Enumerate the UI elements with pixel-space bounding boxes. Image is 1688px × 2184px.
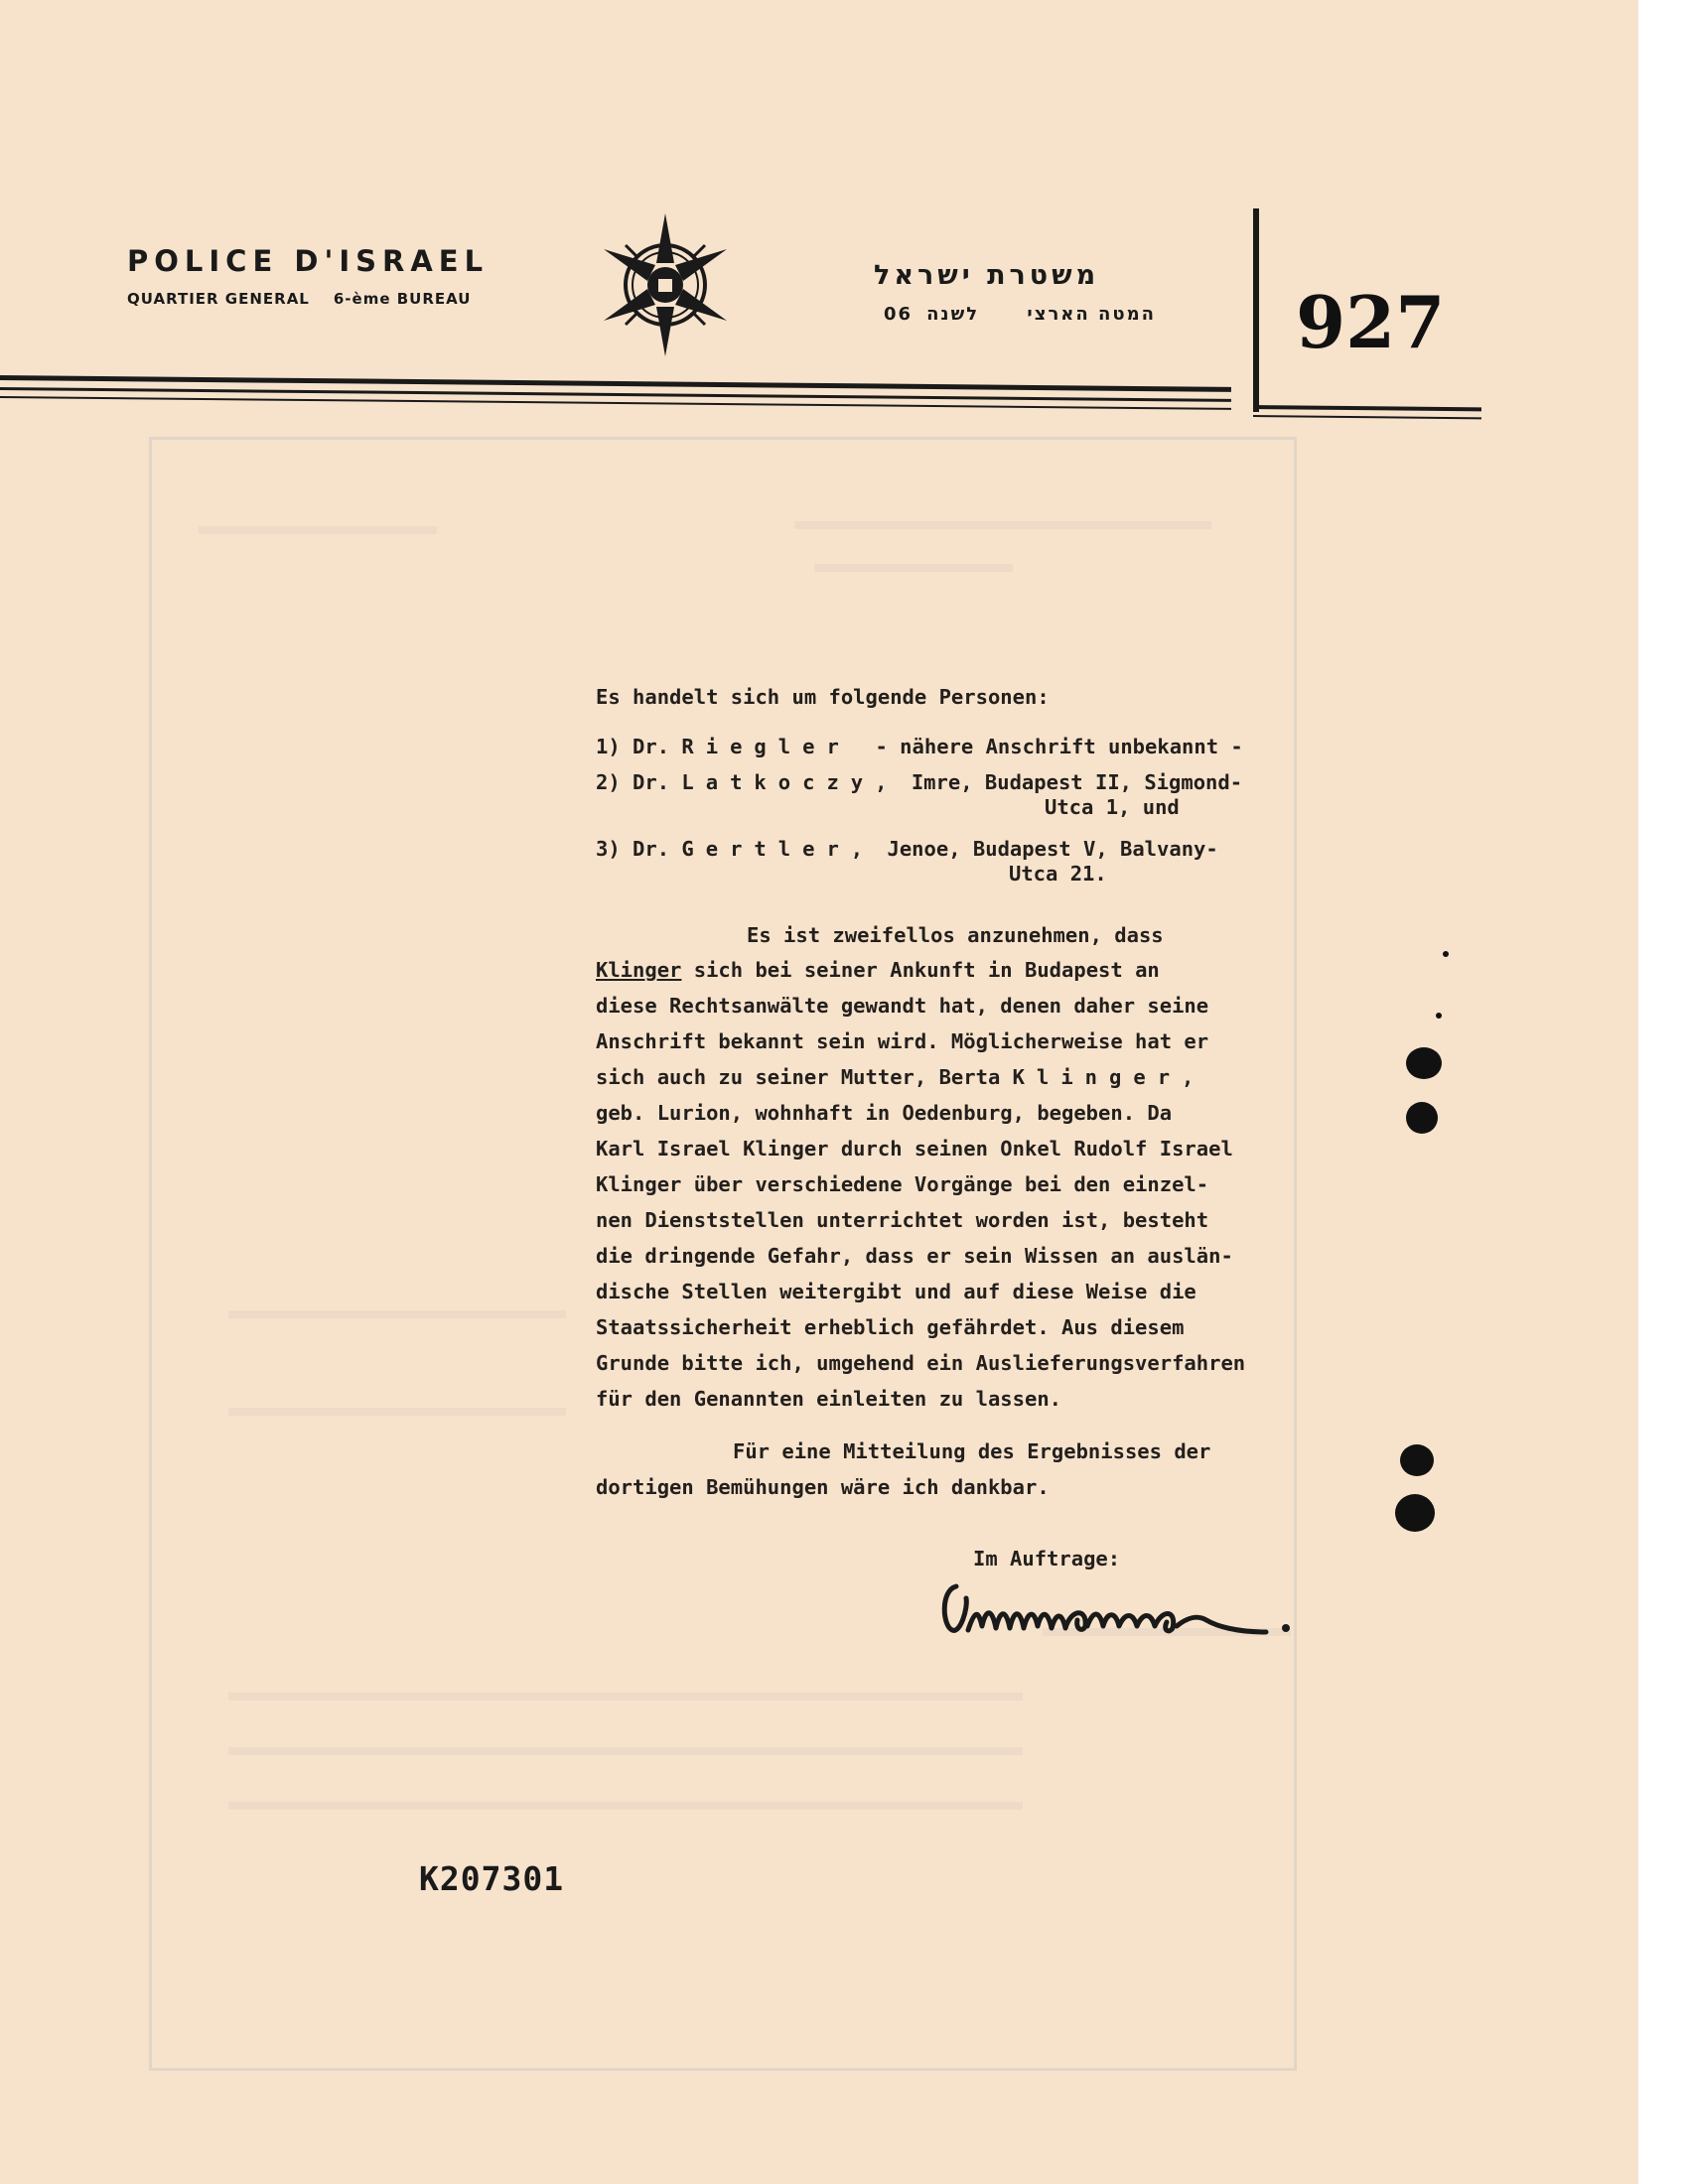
letterhead-rule <box>1253 415 1481 419</box>
ink-speck <box>1443 951 1449 957</box>
letter-intro: Es handelt sich um folgende Personen: <box>596 685 1050 709</box>
person-surname: Gertler, <box>681 837 876 861</box>
punch-hole-mark <box>1395 1494 1435 1532</box>
paragraph-line: Karl Israel Klinger durch seinen Onkel Rudolf Israel <box>596 1137 1233 1160</box>
person-number: 1) <box>596 735 621 758</box>
paragraph-line: dortigen Bemühungen wäre ich dankbar. <box>596 1475 1050 1499</box>
letterhead-year-label-he: לשנה <box>926 304 980 325</box>
bleed-through-line <box>228 1408 566 1416</box>
police-star-emblem-icon <box>596 210 735 359</box>
person-item <box>596 735 1243 758</box>
letterhead-sub-fr <box>127 290 494 308</box>
punch-hole-mark <box>1400 1444 1434 1476</box>
ink-speck <box>1436 1013 1442 1019</box>
paragraph-text: sich auch zu seiner Mutter, Berta <box>596 1065 1001 1089</box>
letterhead-vertical-divider <box>1253 208 1259 412</box>
klinger-underlined: Klinger <box>596 958 682 982</box>
bleed-through-line <box>228 1310 566 1318</box>
paragraph-line: geb. Lurion, wohnhaft in Oedenburg, begeben. Da <box>596 1101 1173 1125</box>
paragraph-line: Es ist zweifellos anzunehmen, dass <box>747 923 1164 947</box>
bleed-through-line <box>794 521 1211 529</box>
person-item <box>596 770 1242 794</box>
person-title: Dr. <box>633 837 670 861</box>
paragraph-line: Anschrift bekannt sein wird. Möglicherweise hat er <box>596 1029 1209 1053</box>
person-title: Dr. <box>633 770 670 794</box>
closing-phrase: Im Auftrage: <box>973 1547 1121 1570</box>
paragraph-line: dische Stellen weitergibt und auf diese Weise die <box>596 1280 1196 1303</box>
reference-number: K207301 <box>419 1859 565 1898</box>
paragraph-text: sich bei seiner Ankunft in Budapest an <box>693 958 1160 982</box>
person-number: 2) <box>596 770 621 794</box>
letterhead-org-he: משטרת ישראל <box>874 260 1100 291</box>
bleed-through-line <box>814 564 1013 572</box>
person-number: 3) <box>596 837 621 861</box>
paragraph-line: nen Dienststellen unterrichtet worden ist, besteht <box>596 1208 1209 1232</box>
punch-hole-mark <box>1406 1102 1438 1134</box>
paragraph-line: die dringende Gefahr, dass er sein Wissen an auslän- <box>596 1244 1233 1268</box>
paragraph-line: Staatssicherheit erheblich gefährdet. Aus diesem <box>596 1315 1185 1339</box>
bleed-through-line <box>228 1747 1023 1755</box>
letterhead-year-value: 06 <box>884 304 914 325</box>
bleed-through-line <box>228 1802 1023 1810</box>
letterhead-sub-he <box>884 304 1156 325</box>
letterhead-rule <box>1253 405 1481 411</box>
letterhead-dept-he: המטה הארצי <box>1027 304 1157 325</box>
letterhead-bureau-fr: 6-ème BUREAU <box>333 290 472 308</box>
paragraph-line: diese Rechtsanwälte gewandt hat, denen daher seine <box>596 994 1209 1018</box>
person-details: - nähere Anschrift unbekannt - <box>875 735 1243 758</box>
paragraph-line: für den Genannten einleiten zu lassen. <box>596 1387 1061 1411</box>
person-details-cont: Utca 21. <box>1009 862 1107 886</box>
person-surname: Riegler <box>681 735 851 758</box>
klinger-spaced: Klinger, <box>1012 1065 1206 1089</box>
paragraph-line <box>596 958 1160 982</box>
person-details-cont: Utca 1, und <box>1045 795 1180 819</box>
person-title: Dr. <box>633 735 670 758</box>
paragraph-line: Grunde bitte ich, umgehend ein Auslieferungsverfahren <box>596 1351 1246 1375</box>
bleed-through-line <box>199 526 437 534</box>
paragraph-line <box>596 1065 1205 1089</box>
paragraph-line: Für eine Mitteilung des Ergebnisses der <box>733 1439 1211 1463</box>
person-surname: Latkoczy, <box>681 770 900 794</box>
person-details: Imre, Budapest II, Sigmond- <box>911 770 1243 794</box>
punch-hole-mark <box>1406 1047 1442 1079</box>
person-item <box>596 837 1218 861</box>
document-number: 927 <box>1296 280 1446 364</box>
handwritten-signature-icon <box>938 1569 1435 1658</box>
bleed-through-line <box>228 1693 1023 1701</box>
person-details: Jenoe, Budapest V, Balvany- <box>887 837 1218 861</box>
paragraph-line: Klinger über verschiedene Vorgänge bei den einzel- <box>596 1172 1209 1196</box>
letterhead-org-fr: POLICE D'ISRAEL <box>127 244 490 278</box>
letterhead-dept-fr: QUARTIER GENERAL <box>127 290 310 308</box>
